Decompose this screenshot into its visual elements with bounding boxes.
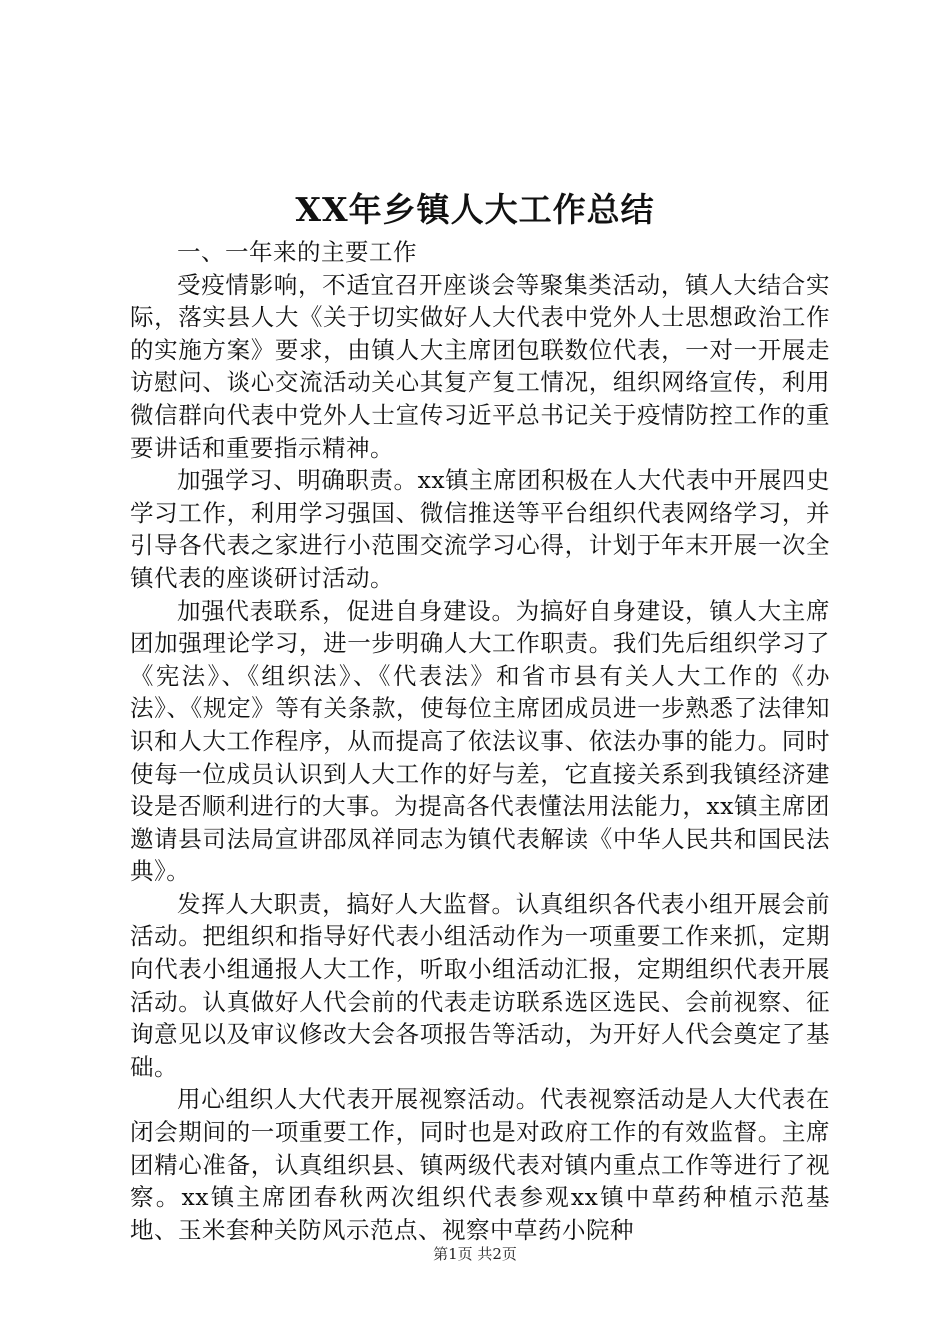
section-heading: 一、一年来的主要工作 [177, 238, 417, 266]
page-indicator: 第1页 共2页 [433, 1245, 517, 1263]
paragraph: 受疫情影响，不适宜召开座谈会等聚集类活动，镇人大结合实际，落实县人大《关于切实做好人大代表中党外人士思想政治工作的实施方案》要求，由镇人大主席团包联数位代表，一对一开展走访慰问、谈心交流活动关心其复产复工情况，组织网络宣传，利用微信群向代表中党外人士宣传习近平总书记关于疫情防控工作的重要讲话和重要指示精神。 [130, 270, 830, 462]
paragraph: 加强学习、明确职责。xx镇主席团积极在人大代表中开展四史学习工作，利用学习强国、微信推送等平台组织代表网络学习，并引导各代表之家进行小范围交流学习心得，计划于年末开展一次全镇代表的座谈研讨活动。 [130, 466, 830, 592]
paragraph: 用心组织人大代表开展视察活动。代表视察活动是人大代表在闭会期间的一项重要工作，同时也是对政府工作的有效监督。主席团精心准备，认真组织县、镇两级代表对镇内重点工作等进行了视察。xx镇主席团春秋两次组织代表参观xx镇中草药种植示范基地、玉米套种关防风示范点、视察中草药小院种 [130, 1085, 830, 1244]
paragraph: 发挥人大职责，搞好人大监督。认真组织各代表小组开展会前活动。把组织和指导好代表小组活动作为一项重要工作来抓，定期向代表小组通报人大工作，听取小组活动汇报，定期组织代表开展活动。认真做好人代会前的代表走访联系选区选民、会前视察、征询意见以及审议修改大会各项报告等活动，为开好人代会奠定了基础。 [130, 889, 830, 1081]
document-title: XX年乡镇人大工作总结 [295, 190, 655, 229]
paragraph: 加强代表联系，促进自身建设。为搞好自身建设，镇人大主席团加强理论学习，进一步明确人大工作职责。我们先后组织学习了《宪法》、《组织法》、《代表法》和省市县有关人大工作的《办法》、《规定》等有关条款，使每位主席团成员进一步熟悉了法律知识和人大工作程序，从而提高了依法议事、依法办事的能力。同时使每一位成员认识到人大工作的好与差，它直接关系到我镇经济建设是否顺利进行的大事。为提高各代表懂法用法能力，xx镇主席团邀请县司法局宣讲邵凤祥同志为镇代表解读《中华人民共和国民法典》。 [130, 596, 830, 886]
document-body [130, 236, 830, 1246]
page-footer [0, 1244, 950, 1264]
